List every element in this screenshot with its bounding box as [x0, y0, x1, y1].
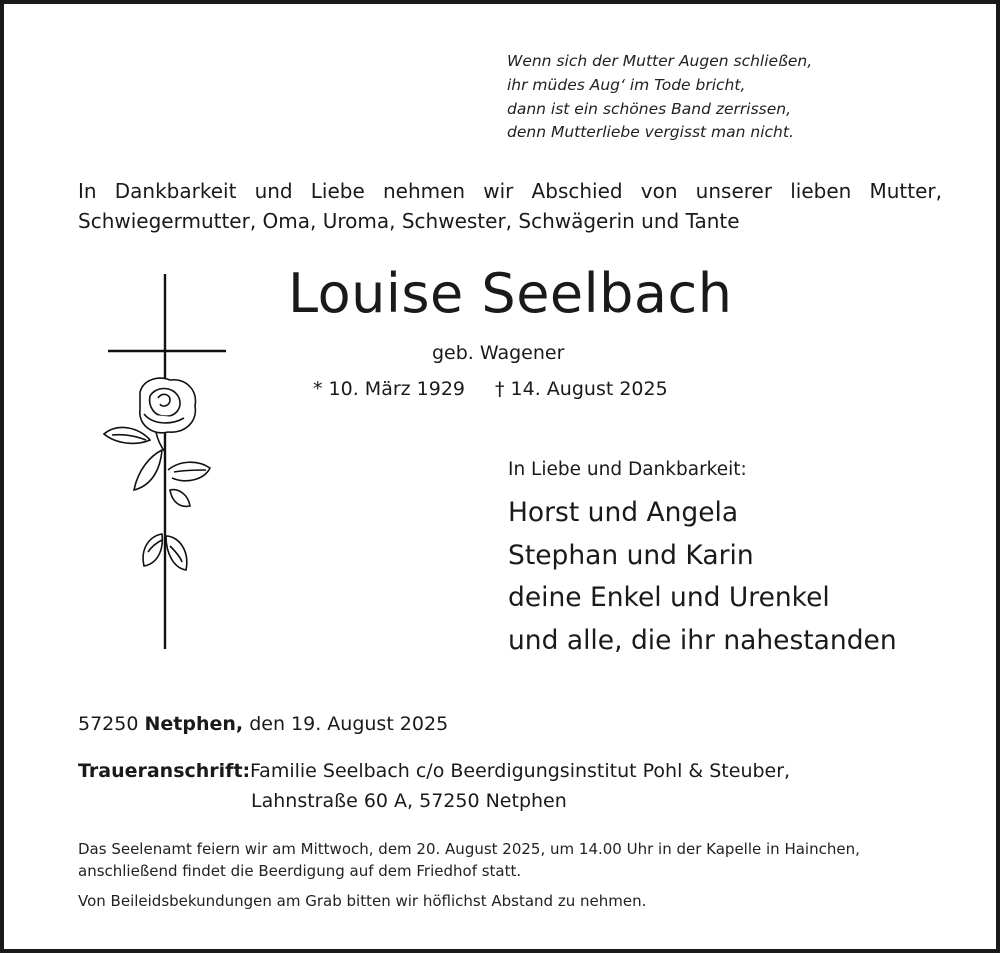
mourners-list — [508, 492, 897, 662]
life-dates — [313, 375, 668, 403]
mourner-entry: Stephan und Karin — [508, 539, 754, 571]
death-date: † 14. August 2025 — [495, 378, 668, 400]
intro-line-1: In Dankbarkeit und Liebe nehmen wir Abschied von unserer lieben Mutter, — [78, 179, 942, 203]
address-line-1: Familie Seelbach c/o Beerdigungsinstitut Pohl & Steuber, — [250, 760, 791, 782]
notice-line-1: Das Seelenamt feiern wir am Mittwoch, dem 20. August 2025, um 14.00 Uhr in der Kapelle in Hainchen, — [78, 840, 860, 858]
poem — [507, 50, 812, 145]
notice-line-2: anschließend findet die Beerdigung auf dem Friedhof statt. — [78, 861, 522, 880]
poem-line: dann ist ein schönes Band zerrissen, — [507, 99, 792, 118]
poem-line: Wenn sich der Mutter Augen schließen, — [507, 52, 813, 70]
city: Netphen, — [144, 713, 244, 735]
poem-line: denn Mutterliebe vergisst man nicht. — [507, 123, 794, 142]
condolence-notice: Von Beileidsbekundungen am Grab bitten wir höflichst Abstand zu nehmen. — [78, 892, 647, 910]
mourner-entry: Horst und Angela — [508, 497, 739, 528]
intro-line-2: Schwiegermutter, Oma, Uroma, Schwester, Schwägerin und Tante — [78, 209, 740, 233]
service-notice — [78, 839, 860, 882]
mourner-entry: deine Enkel und Urenkel — [508, 582, 830, 613]
maiden-name: geb. Wagener — [432, 342, 565, 364]
mourning-address — [78, 756, 790, 786]
intro-text — [78, 176, 942, 236]
mourners-lead: In Liebe und Dankbarkeit: — [508, 459, 747, 480]
birth-date: * 10. März 1929 — [313, 378, 466, 400]
poem-line: ihr müdes Aug‘ im Tode bricht, — [507, 75, 746, 94]
zip-code: 57250 — [78, 713, 139, 735]
cross-with-rose-icon — [100, 274, 230, 654]
deceased-name: Louise Seelbach — [288, 262, 733, 325]
place-and-date — [78, 710, 448, 738]
mourner-entry: und alle, die ihr nahestanden — [508, 624, 897, 656]
letter-date: den 19. August 2025 — [249, 713, 449, 735]
address-label: Traueranschrift: — [78, 760, 251, 782]
address-line-2: Lahnstraße 60 A, 57250 Netphen — [251, 790, 567, 812]
